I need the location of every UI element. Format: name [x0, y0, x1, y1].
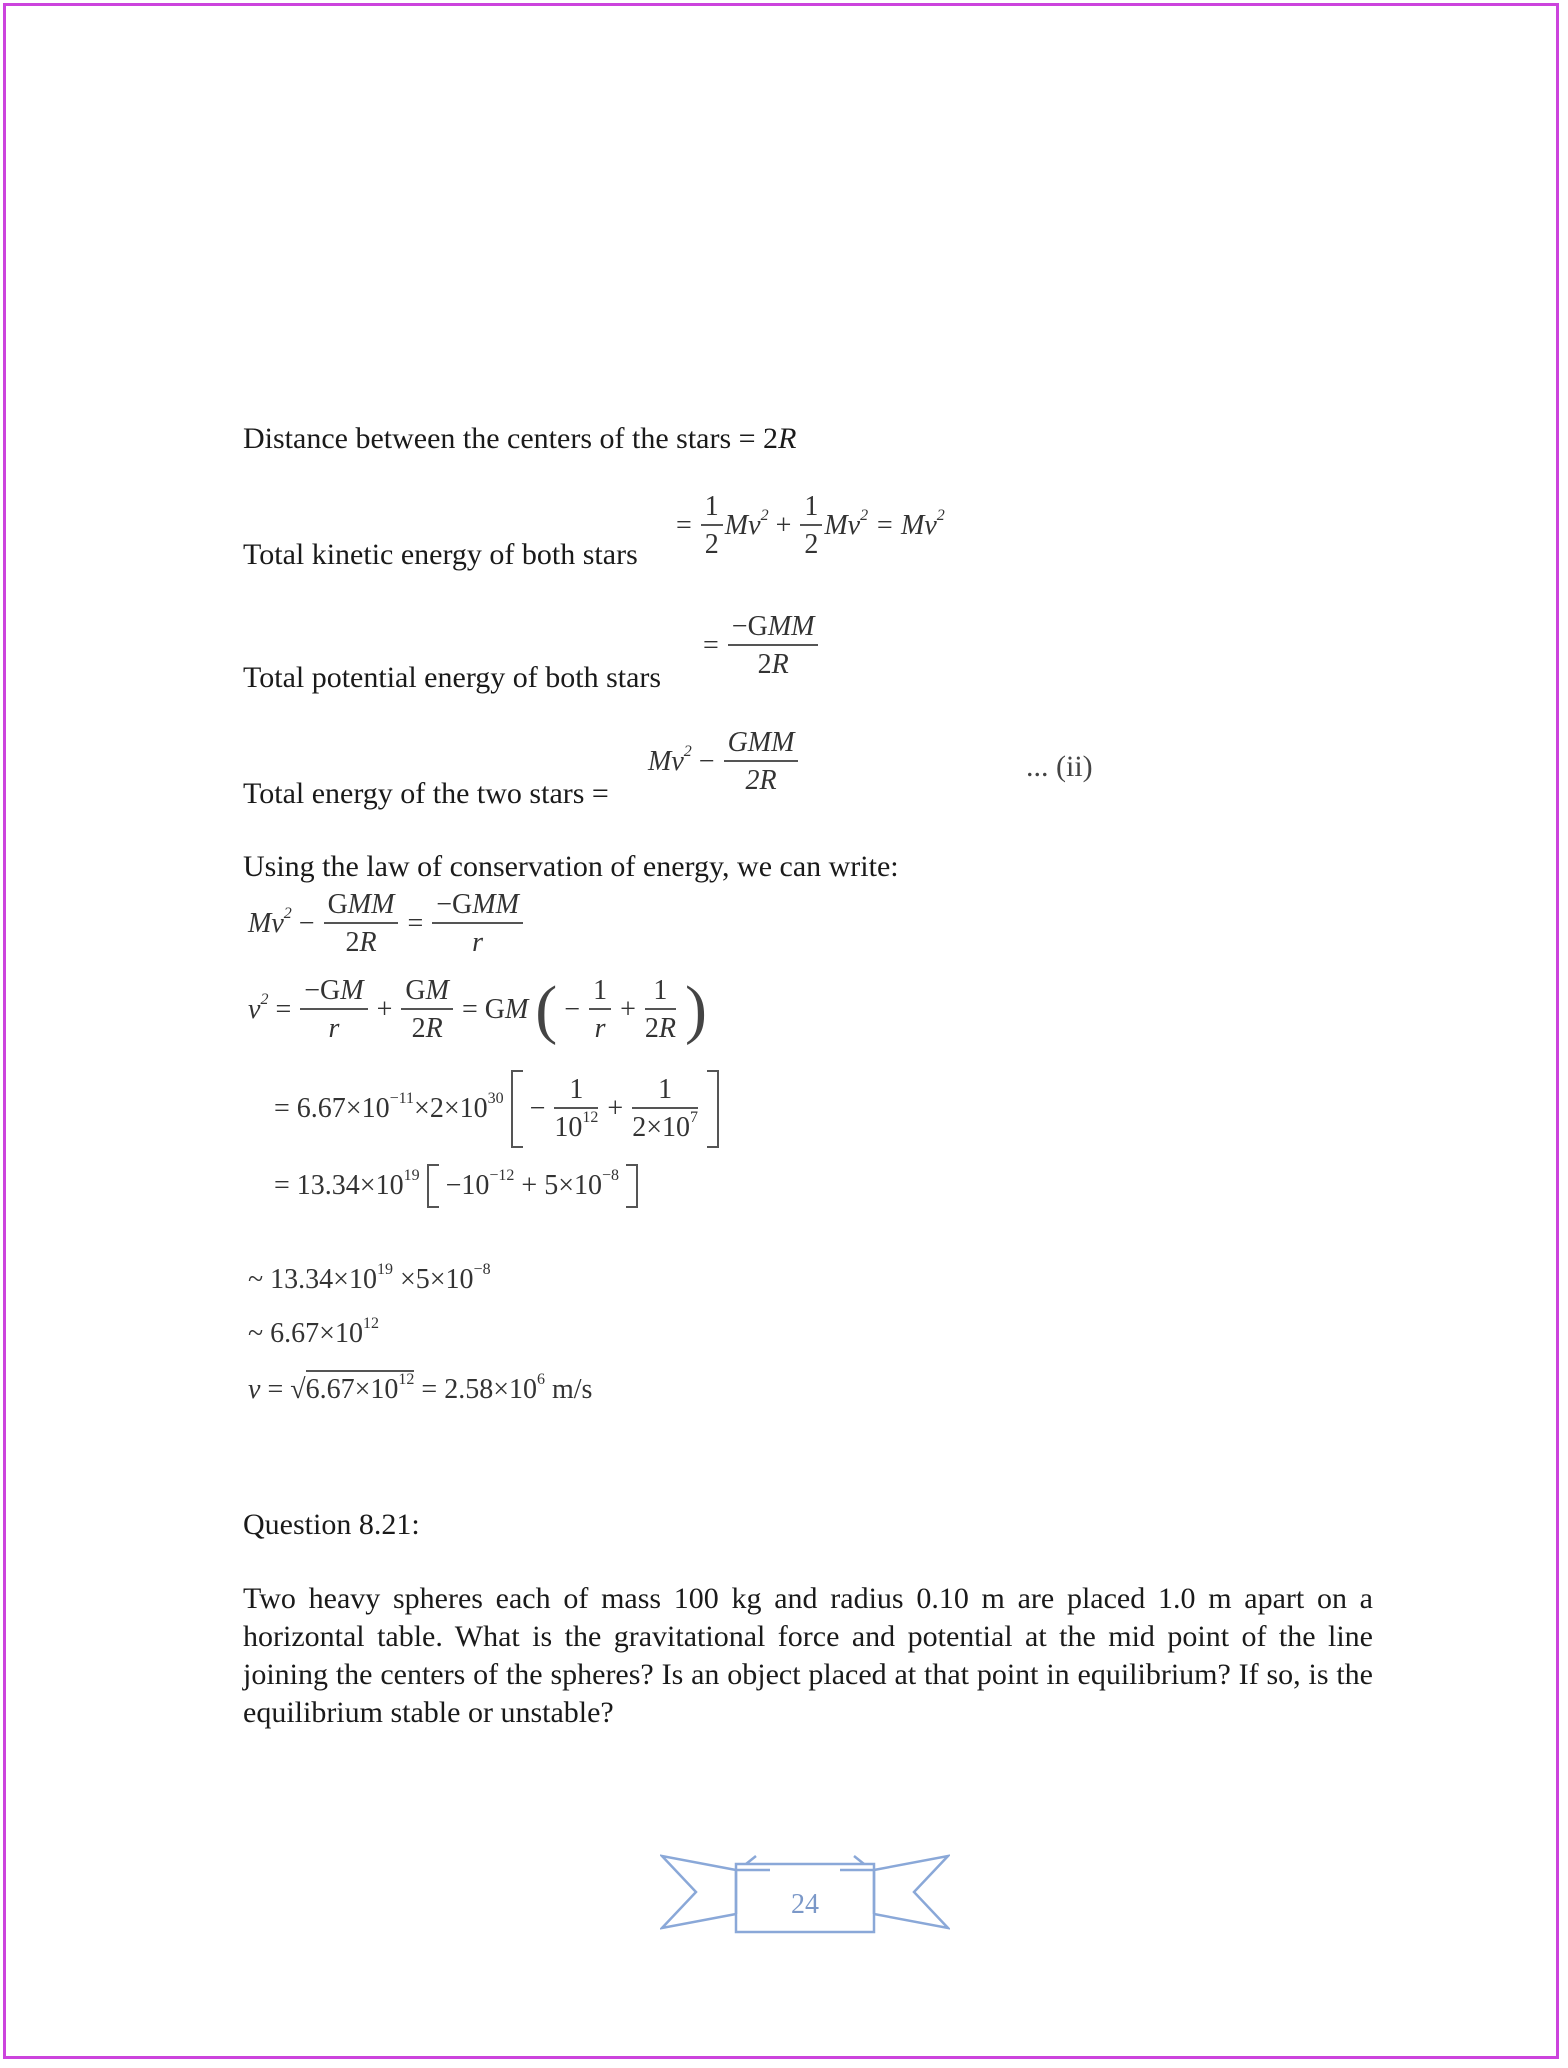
conservation-text: Using the law of conservation of energy, we can write:: [243, 850, 899, 883]
kinetic-energy-label: Total kinetic energy of both stars: [243, 538, 638, 571]
kinetic-energy-formula: = $\frac{1}{2}$ $Mv^2$ + $\frac{1}{2}$ $Mv^2 = Mv^2$: [676, 491, 945, 560]
page-number: 24: [791, 1889, 819, 1920]
question-text: Two heavy spheres each of mass 100 kg and radius 0.10 m are placed 1.0 m apart on a horizontal table. What is the gravitational force and potential at the mid point of the line joining the centers of the spheres? Is an object placed at that point in equilibrium? If so, is the equilibrium stable or unstable?: [243, 1582, 1373, 1729]
potential-energy-formula: = −GMM 2R: [703, 612, 820, 680]
distance-line: [243, 420, 796, 458]
distance-variable: R: [778, 422, 797, 455]
page-border: [3, 3, 1559, 2059]
equation-velocity-squared: $v^2$ = $\frac{-GM}{r}$ + $\frac{GM}{2R}$ = GM ( − $\frac{1}{r}$ + $\frac{1}{2R}$ ): [248, 973, 707, 1046]
equation-energy-balance: $Mv^2$ − GMM 2R = −GMM r: [248, 890, 525, 958]
velocity-result: $v = √6.67\times 10^{12} = 2.58\times 10^6$ m/s: [248, 1371, 593, 1405]
approximation-2: ~ $6.67\times 10^{12}$: [248, 1315, 379, 1349]
total-energy-formula: $Mv^2$ − GMM 2R: [648, 728, 800, 796]
equation-simplified: = $13.34\times 10^{19} -10^{-12} + 5\times 10^{-8}$: [274, 1164, 638, 1208]
distance-text: Distance between the centers of the stars = 2: [243, 422, 779, 455]
total-energy-label: Total energy of the two stars =: [243, 777, 609, 810]
question-title: Question 8.21:: [243, 1508, 420, 1541]
approximation-1: ~ $13.34\times 10^{19} \times 5\times 10^{-8}$: [248, 1261, 491, 1295]
potential-energy-label: Total potential energy of both stars: [243, 661, 662, 694]
equation-substitution: = $6.67\times 10^{-11}\times 2\times 10^{30}$ − $\frac{1}{10^{12}}$ + $\frac{1}{2\times 10^7}$: [274, 1070, 719, 1148]
equation-tag: ... (ii): [1026, 750, 1093, 783]
